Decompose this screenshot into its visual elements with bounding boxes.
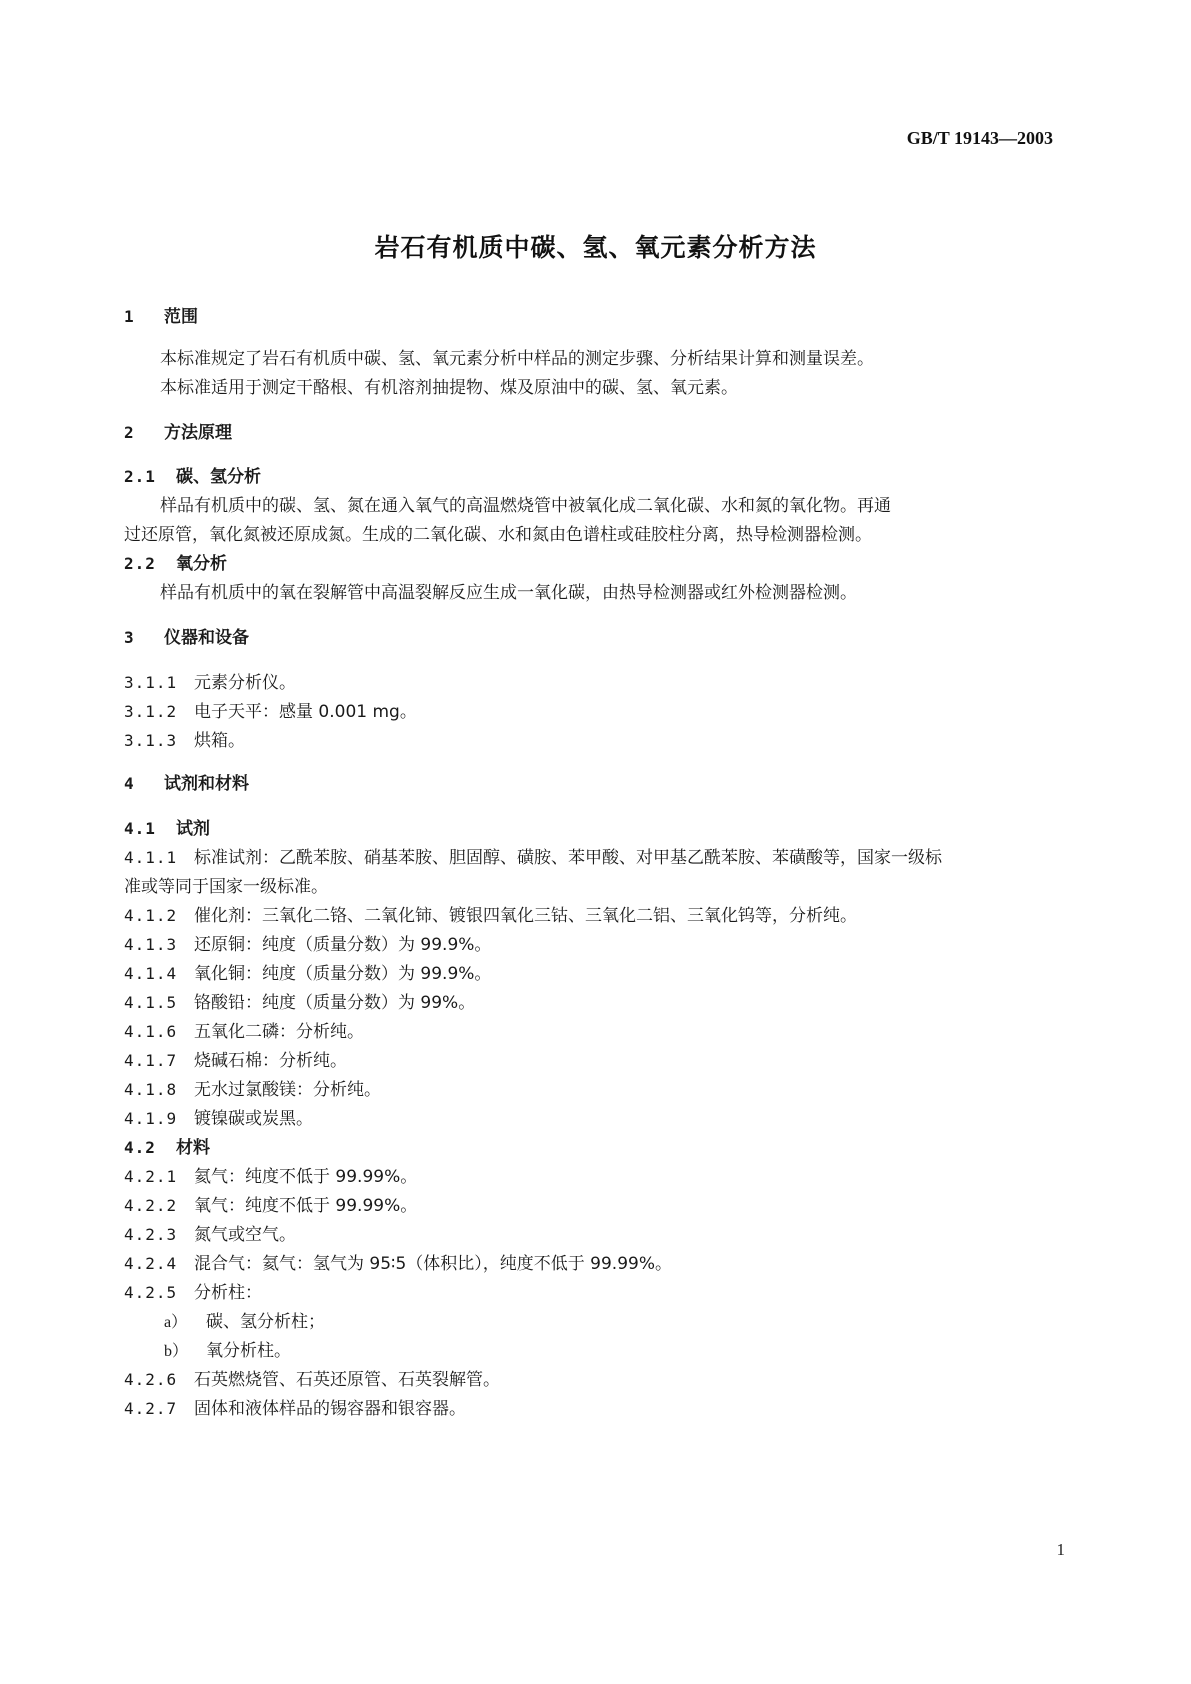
item-text: 氦气：纯度不低于 99.99%。 [194,1167,418,1187]
subsection-title: 氧分析 [176,554,227,574]
subsection-number: 4.1 [124,819,156,838]
item-text: 氮气或空气。 [194,1225,296,1245]
paragraph-line: 样品有机质中的氧在裂解管中高温裂解反应生成一氧化碳，由热导检测器或红外检测器检测。 [160,583,857,603]
item-number: 4.2.7 [124,1399,178,1418]
item-text: 烘箱。 [194,731,245,751]
list-item [124,1369,500,1391]
item-number: 4.1.7 [124,1051,178,1070]
item-text: 标准试剂：乙酰苯胺、硝基苯胺、胆固醇、磺胺、苯甲酸、对甲基乙酰苯胺、苯磺酸等，国家一级标 [194,848,942,868]
section-number: 2 [124,423,135,442]
item-text: 无水过氯酸镁：分析纯。 [194,1080,381,1100]
item-number: 4.1.2 [124,906,178,925]
sublist-text: 氧分析柱。 [206,1341,291,1361]
sublist-item [164,1340,291,1363]
section-number: 1 [124,307,135,326]
list-item [124,1050,347,1072]
section-title: 试剂和材料 [164,774,249,794]
list-item [124,701,417,723]
section-title: 方法原理 [164,423,232,443]
list-item [124,730,245,752]
item-text: 催化剂：三氧化二铬、二氧化铈、镀银四氧化三钴、三氧化二铝、三氧化钨等，分析纯。 [194,906,857,926]
item-text: 分析柱： [194,1283,262,1303]
subsection-4-2-heading [124,1137,210,1159]
paragraph-line: 样品有机质中的碳、氢、氮在通入氧气的高温燃烧管中被氧化成二氧化碳、水和氮的氧化物。再通 [160,496,891,516]
item-number: 4.1.6 [124,1022,178,1041]
item-number: 4.2.1 [124,1167,178,1186]
item-number: 4.1.3 [124,935,178,954]
list-item [124,1108,313,1130]
item-text: 元素分析仪。 [194,673,296,693]
subsection-title: 试剂 [176,819,210,839]
section-number: 4 [124,774,135,793]
section-2-heading [124,422,232,444]
list-item [124,992,475,1014]
subsection-title: 碳、氢分析 [176,467,261,487]
item-text: 氧化铜：纯度（质量分数）为 99.9%。 [194,964,492,984]
list-item [124,672,296,694]
list-item [124,963,491,985]
sublist-text: 碳、氢分析柱； [206,1312,325,1332]
list-item [124,934,491,956]
subsection-2-1-heading [124,466,261,488]
item-number: 3.1.2 [124,702,178,721]
item-number: 4.1.4 [124,964,178,983]
section-title: 范围 [164,307,198,327]
sublist-marker: b） [164,1343,189,1360]
item-number: 4.1.5 [124,993,178,1012]
page-number: 1 [1056,1540,1065,1559]
document-title: 岩石有机质中碳、氢、氧元素分析方法 [374,233,817,262]
standard-number: GB/T 19143—2003 [906,128,1053,148]
paragraph: 本标准适用于测定干酪根、有机溶剂抽提物、煤及原油中的碳、氢、氧元素。 [160,378,738,398]
list-item [124,1398,466,1420]
subsection-number: 2.2 [124,554,156,573]
item-number: 4.2.3 [124,1225,178,1244]
list-item [124,905,857,927]
item-text: 混合气：氦气：氢气为 95∶5（体积比），纯度不低于 99.99%。 [194,1254,672,1274]
item-text: 电子天平：感量 0.001 mg。 [194,702,417,722]
list-item [124,1224,296,1246]
item-number: 4.2.5 [124,1283,178,1302]
item-number: 3.1.1 [124,673,178,692]
paragraph: 本标准规定了岩石有机质中碳、氢、氧元素分析中样品的测定步骤、分析结果计算和测量误差。 [160,349,874,369]
list-item [124,1195,417,1217]
list-item [124,1253,672,1275]
paragraph-line: 过还原管，氧化氮被还原成氮。生成的二氧化碳、水和氮由色谱柱或硅胶柱分离，热导检测器检测。 [124,525,872,545]
item-text: 固体和液体样品的锡容器和银容器。 [194,1399,466,1419]
subsection-4-1-heading [124,818,210,840]
subsection-number: 4.2 [124,1138,156,1157]
section-title: 仪器和设备 [164,628,249,648]
item-number: 4.1.9 [124,1109,178,1128]
list-item [124,847,942,869]
list-item [124,1166,417,1188]
item-text: 铬酸铅：纯度（质量分数）为 99%。 [194,993,476,1013]
item-text: 氧气：纯度不低于 99.99%。 [194,1196,418,1216]
section-3-heading [124,627,249,649]
section-1-heading [124,306,198,328]
list-item [124,1021,364,1043]
sublist-item [164,1311,325,1334]
list-item [124,1282,262,1304]
subsection-2-2-heading [124,553,227,575]
item-number: 4.2.2 [124,1196,178,1215]
list-item-continuation: 准或等同于国家一级标准。 [124,877,328,897]
item-number: 4.1.1 [124,848,178,867]
item-number: 3.1.3 [124,731,178,750]
item-text: 烧碱石棉：分析纯。 [194,1051,347,1071]
item-number: 4.1.8 [124,1080,178,1099]
subsection-title: 材料 [176,1138,210,1158]
item-text: 镀镍碳或炭黑。 [194,1109,313,1129]
item-text: 五氧化二磷：分析纯。 [194,1022,364,1042]
item-number: 4.2.6 [124,1370,178,1389]
sublist-marker: a） [164,1314,188,1331]
subsection-number: 2.1 [124,467,156,486]
section-number: 3 [124,628,135,647]
section-4-heading [124,773,249,795]
list-item [124,1079,381,1101]
item-number: 4.2.4 [124,1254,178,1273]
item-text: 石英燃烧管、石英还原管、石英裂解管。 [194,1370,500,1390]
item-text: 还原铜：纯度（质量分数）为 99.9%。 [194,935,492,955]
